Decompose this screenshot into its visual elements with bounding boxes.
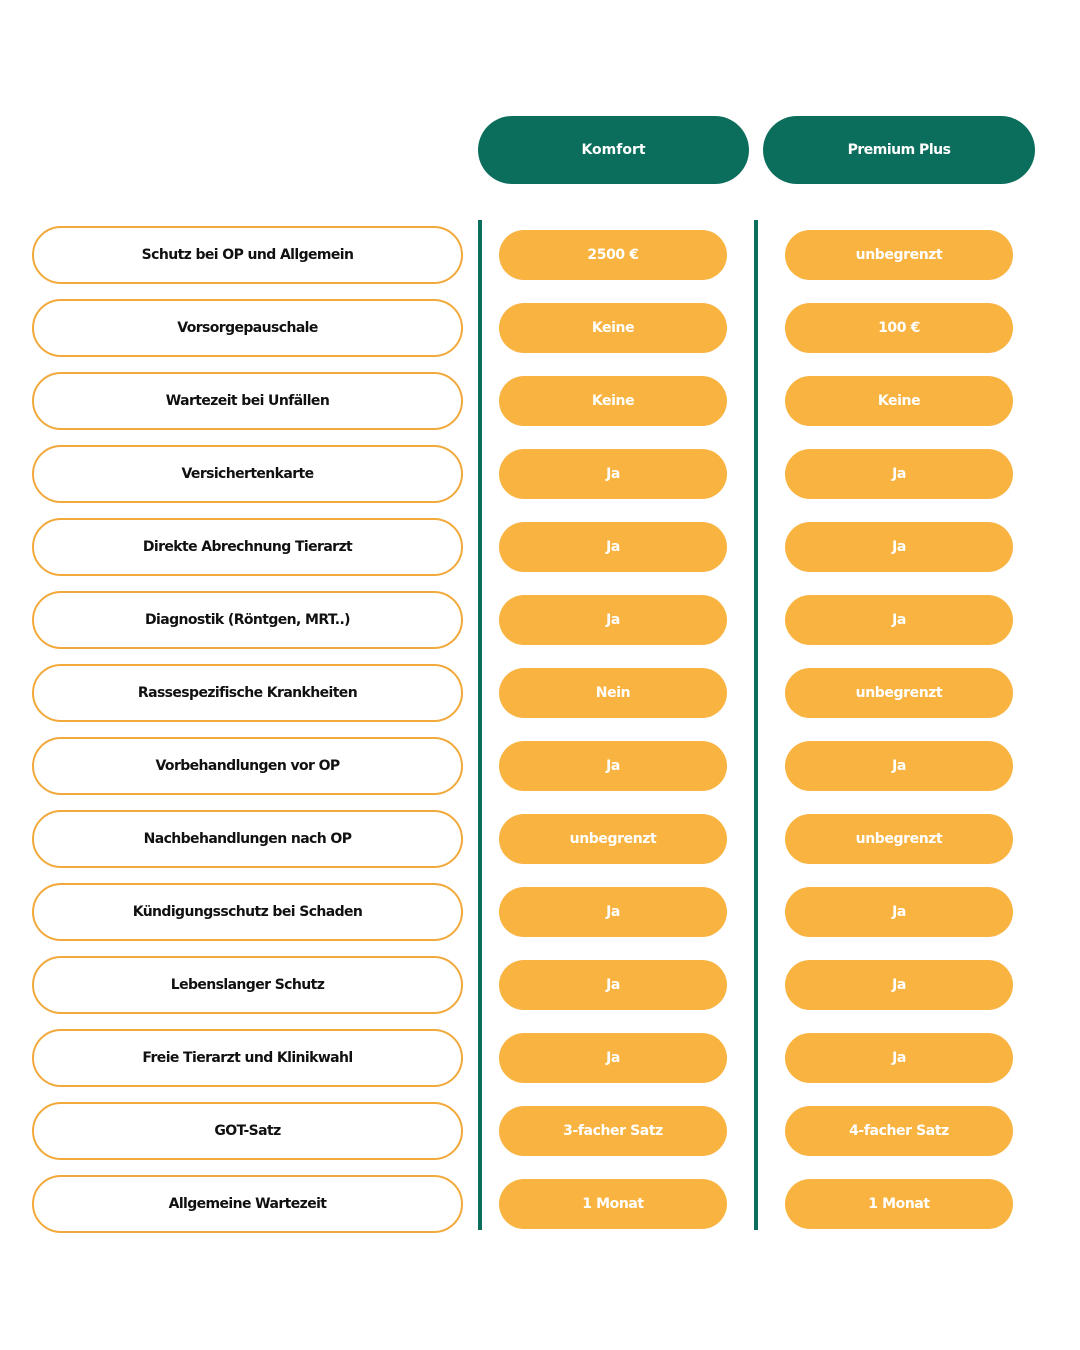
- premium-value: Ja: [785, 522, 1013, 572]
- premium-value: 1 Monat: [785, 1179, 1013, 1229]
- table-row: [0, 518, 1080, 578]
- premium-value: unbegrenzt: [785, 230, 1013, 280]
- komfort-value: Ja: [499, 522, 727, 572]
- feature-label: GOT-Satz: [32, 1102, 463, 1160]
- komfort-value: Ja: [499, 449, 727, 499]
- table-row: [0, 1029, 1080, 1089]
- feature-label: Lebenslanger Schutz: [32, 956, 463, 1014]
- premium-value: Ja: [785, 960, 1013, 1010]
- premium-value: Ja: [785, 449, 1013, 499]
- table-row: [0, 956, 1080, 1016]
- table-row: [0, 591, 1080, 651]
- premium-value: 4-facher Satz: [785, 1106, 1013, 1156]
- komfort-value: Keine: [499, 376, 727, 426]
- feature-label: Kündigungsschutz bei Schaden: [32, 883, 463, 941]
- komfort-value: 3-facher Satz: [499, 1106, 727, 1156]
- komfort-value: Ja: [499, 1033, 727, 1083]
- feature-label: Diagnostik (Röntgen, MRT..): [32, 591, 463, 649]
- komfort-value: unbegrenzt: [499, 814, 727, 864]
- komfort-value: Ja: [499, 741, 727, 791]
- feature-label: Direkte Abrechnung Tierarzt: [32, 518, 463, 576]
- premium-value: Ja: [785, 1033, 1013, 1083]
- table-row: [0, 1175, 1080, 1235]
- feature-label: Versichertenkarte: [32, 445, 463, 503]
- plan-header-komfort: Komfort: [478, 116, 749, 184]
- feature-label: Wartezeit bei Unfällen: [32, 372, 463, 430]
- table-row: [0, 1102, 1080, 1162]
- premium-value: unbegrenzt: [785, 668, 1013, 718]
- komfort-value: Ja: [499, 960, 727, 1010]
- feature-label: Vorsorgepauschale: [32, 299, 463, 357]
- feature-label: Nachbehandlungen nach OP: [32, 810, 463, 868]
- feature-label: Rassespezifische Krankheiten: [32, 664, 463, 722]
- feature-label: Freie Tierarzt und Klinikwahl: [32, 1029, 463, 1087]
- table-row: [0, 372, 1080, 432]
- table-row: [0, 445, 1080, 505]
- table-row: [0, 226, 1080, 286]
- komfort-value: Ja: [499, 595, 727, 645]
- table-row: [0, 883, 1080, 943]
- premium-value: Ja: [785, 887, 1013, 937]
- premium-value: Ja: [785, 741, 1013, 791]
- komfort-value: Nein: [499, 668, 727, 718]
- komfort-value: 2500 €: [499, 230, 727, 280]
- table-row: [0, 664, 1080, 724]
- premium-value: Keine: [785, 376, 1013, 426]
- premium-value: unbegrenzt: [785, 814, 1013, 864]
- table-row: [0, 737, 1080, 797]
- premium-value: Ja: [785, 595, 1013, 645]
- feature-label: Allgemeine Wartezeit: [32, 1175, 463, 1233]
- komfort-value: Ja: [499, 887, 727, 937]
- feature-label: Schutz bei OP und Allgemein: [32, 226, 463, 284]
- table-row: [0, 299, 1080, 359]
- komfort-value: 1 Monat: [499, 1179, 727, 1229]
- premium-value: 100 €: [785, 303, 1013, 353]
- feature-label: Vorbehandlungen vor OP: [32, 737, 463, 795]
- table-row: [0, 810, 1080, 870]
- komfort-value: Keine: [499, 303, 727, 353]
- plan-header-premium-plus: Premium Plus: [763, 116, 1035, 184]
